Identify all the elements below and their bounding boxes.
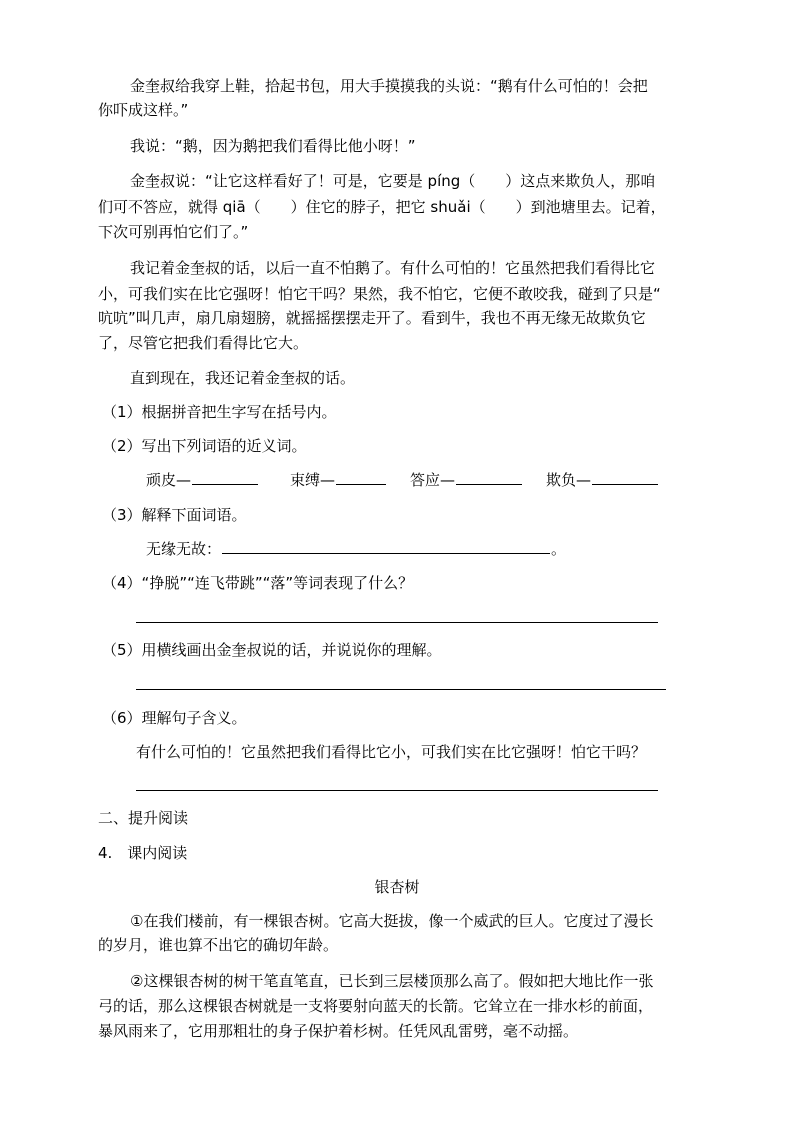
article-line: 暴风雨来了，它用那粗壮的身子保护着杉树。任凭风乱雷劈，毫不动摇。 <box>98 1022 579 1040</box>
question-6-sentence: 有什么可怕的！它虽然把我们看得比它小，可我们实在比它强呀！怕它干吗？ <box>136 743 647 761</box>
article-line: ②这棵银杏树的树干笔直笔直，已长到三层楼顶那么高了。假如把大地比作一张 <box>130 972 654 990</box>
article-line: 弓的话，那么这棵银杏树就是一支将要射向蓝天的长箭。它耸立在一排水杉的前面， <box>98 997 654 1015</box>
explain-term: 无缘无故： <box>146 540 222 558</box>
passage-line: 直到现在，我还记着金奎叔的话。 <box>130 369 356 387</box>
synonym-word: 答应— <box>410 471 456 489</box>
answer-line[interactable] <box>136 689 666 690</box>
passage-line: 我说：“鹅，因为鹅把我们看得比他小呀！” <box>130 137 416 155</box>
question-1: （1）根据拼音把生字写在括号内。 <box>102 403 337 421</box>
answer-blank[interactable] <box>592 470 658 485</box>
article-title: 银杏树 <box>374 878 420 896</box>
passage-line: 们可不答应，就得 qiā（ ）住它的脖子，把它 shuǎi（ ）到池塘里去。记着， <box>98 198 666 216</box>
synonym-item <box>410 470 523 490</box>
question-2: （2）写出下列词语的近义词。 <box>102 437 307 455</box>
synonym-item <box>546 470 659 490</box>
passage-line: 金奎叔说：“让它这样看好了！可是，它要是 píng（ ）这点来欺负人，那咱 <box>130 172 656 190</box>
section-item: 4. 课内阅读 <box>98 844 188 862</box>
question-6: （6）理解句子含义。 <box>102 709 247 727</box>
passage-line: 金奎叔给我穿上鞋，拾起书包，用大手摸摸我的头说：“鹅有什么可怕的！会把 <box>130 77 648 95</box>
passage-line: 我记着金奎叔的话，以后一直不怕鹅了。有什么可怕的！它虽然把我们看得比它 <box>130 259 656 277</box>
synonym-item <box>290 470 387 490</box>
answer-blank[interactable] <box>456 470 522 485</box>
passage-line: 下次可别再怕它们了。” <box>98 223 249 241</box>
section-heading: 二、提升阅读 <box>98 809 189 827</box>
question-3: （3）解释下面词语。 <box>102 506 247 524</box>
article-line: 的岁月，谁也算不出它的确切年龄。 <box>98 936 339 954</box>
synonym-word: 束缚— <box>290 471 336 489</box>
answer-blank[interactable] <box>336 470 386 485</box>
passage-line: 小，可我们实在比它强呀！怕它干吗？果然，我不怕它，它便不敢咬我，碰到了只是“ <box>98 285 661 303</box>
explain-end: 。 <box>551 540 567 558</box>
passage-line: 你吓成这样。” <box>98 101 189 119</box>
synonym-word: 欺负— <box>546 471 592 489</box>
answer-blank[interactable] <box>222 539 550 554</box>
synonym-word: 顽皮— <box>146 471 192 489</box>
passage-line: 吭吭”叫几声，扇几扇翅膀，就摇摇摆摆走开了。看到牛，我也不再无缘无故欺负它 <box>98 309 646 327</box>
passage-line: 了，尽管它把我们看得比它大。 <box>98 334 309 352</box>
explain-item <box>146 539 566 559</box>
answer-line[interactable] <box>136 790 658 791</box>
answer-line[interactable] <box>136 622 658 623</box>
question-4: （4）“挣脱”“连飞带跳”“落”等词表现了什么？ <box>102 574 414 592</box>
question-5: （5）用横线画出金奎叔说的话，并说说你的理解。 <box>102 641 442 659</box>
synonym-item <box>146 470 259 490</box>
answer-blank[interactable] <box>192 470 258 485</box>
article-line: ①在我们楼前，有一棵银杏树。它高大挺拔，像一个威武的巨人。它度过了漫长 <box>130 912 654 930</box>
